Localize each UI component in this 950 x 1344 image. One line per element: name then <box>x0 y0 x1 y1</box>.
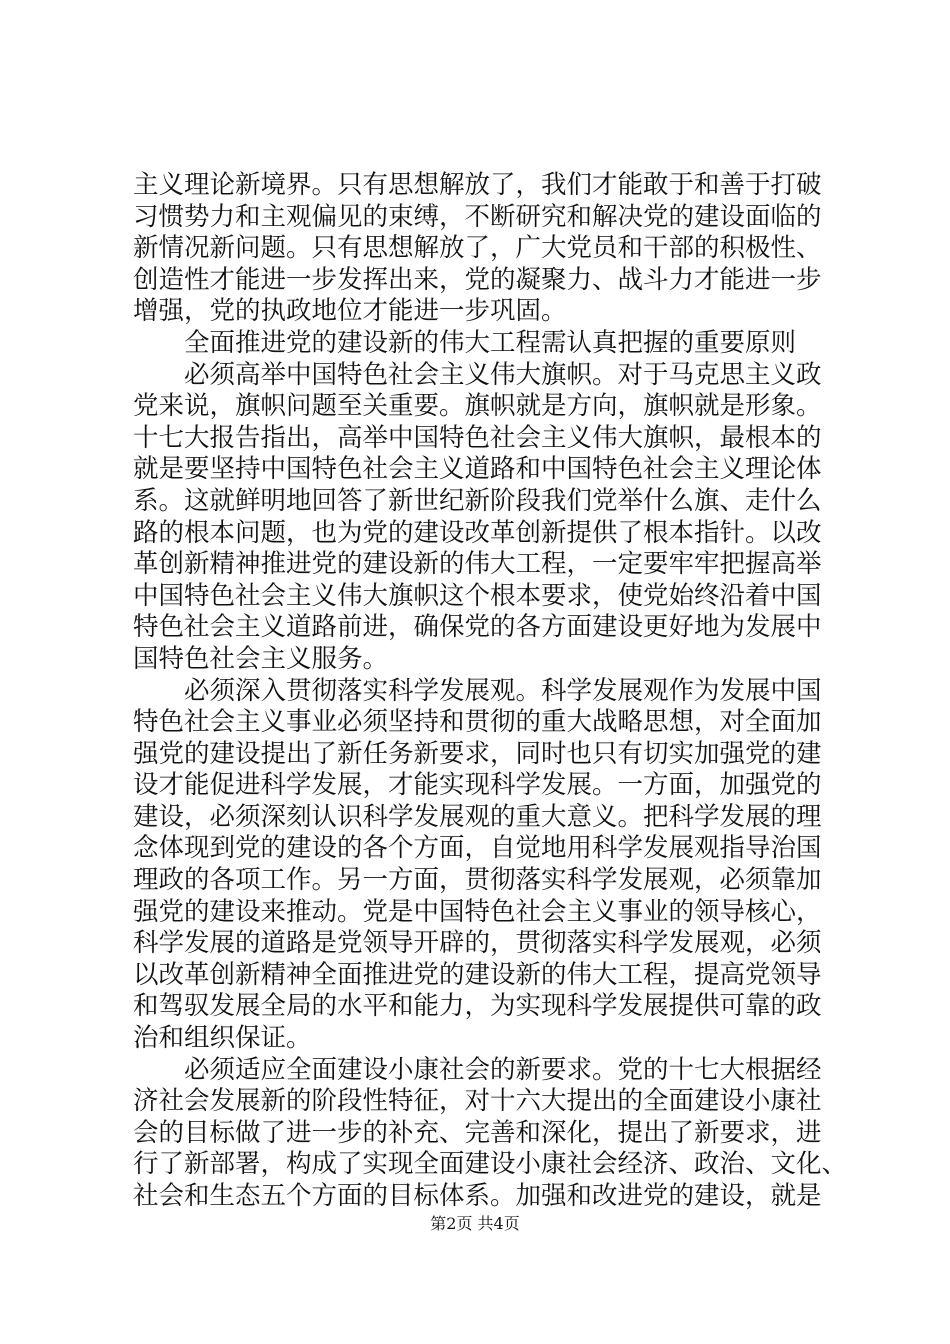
body-text <box>133 170 848 1213</box>
text-line: 强党的建设提出了新任务新要求，同时也只有切实加强党的建 <box>133 738 822 769</box>
text-line: 党来说，旗帜问题至关重要。旗帜就是方向，旗帜就是形象。 <box>133 391 822 422</box>
text-line: 中国特色社会主义伟大旗帜这个根本要求，使党始终沿着中国 <box>133 580 822 611</box>
text-line: 创造性才能进一步发挥出来，党的凝聚力、战斗力才能进一步 <box>133 264 822 295</box>
text-line: 特色社会主义道路前进，确保党的各方面建设更好地为发展中 <box>133 612 822 643</box>
text-line: 济社会发展新的阶段性特征，对十六大提出的全面建设小康社 <box>133 1086 822 1117</box>
text-line: 系。这就鲜明地回答了新世纪新阶段我们党举什么旗、走什么 <box>133 485 822 516</box>
text-line: 强党的建设来推动。党是中国特色社会主义事业的领导核心， <box>133 896 822 927</box>
text-line: 增强，党的执政地位才能进一步巩固。 <box>133 296 567 327</box>
text-line: 路的根本问题，也为党的建设改革创新提供了根本指针。以改 <box>133 517 822 548</box>
text-line: 革创新精神推进党的建设新的伟大工程，一定要牢牢把握高举 <box>133 549 822 580</box>
text-line: 科学发展的道路是党领导开辟的，贯彻落实科学发展观，必须 <box>133 928 822 959</box>
text-line: 治和组织保证。 <box>133 1023 312 1054</box>
text-line: 主义理论新境界。只有思想解放了，我们才能敢于和善于打破 <box>133 170 822 200</box>
text-line: 和驾驭发展全局的水平和能力，为实现科学发展提供可靠的政 <box>133 991 822 1022</box>
text-line: 国特色社会主义服务。 <box>133 643 389 674</box>
text-line: 会的目标做了进一步的补充、完善和深化，提出了新要求，进 <box>133 1117 822 1148</box>
text-line: 习惯势力和主观偏见的束缚，不断研究和解决党的建设面临的 <box>133 201 822 232</box>
text-line: 十七大报告指出，高举中国特色社会主义伟大旗帜，最根本的 <box>133 422 822 453</box>
page-footer: 第2页 共4页 <box>430 1214 520 1233</box>
text-line: 社会和生态五个方面的目标体系。加强和改进党的建设，就是 <box>133 1181 822 1211</box>
text-line: 行了新部署，构成了实现全面建设小康社会经济、政治、文化、 <box>133 1149 848 1180</box>
text-line: 设才能促进科学发展，才能实现科学发展。一方面，加强党的 <box>133 770 822 801</box>
paragraph-first-line: 必须适应全面建设小康社会的新要求。党的十七大根据经 <box>184 1054 822 1085</box>
text-line: 特色社会主义事业必须坚持和贯彻的重大战略思想，对全面加 <box>133 707 822 738</box>
text-line: 理政的各项工作。另一方面，贯彻落实科学发展观，必须靠加 <box>133 865 822 896</box>
section-heading: 全面推进党的建设新的伟大工程需认真把握的重要原则 <box>184 327 797 358</box>
text-line: 新情况新问题。只有思想解放了，广大党员和干部的积极性、 <box>133 233 822 264</box>
text-line: 念体现到党的建设的各个方面，自觉地用科学发展观指导治国 <box>133 833 822 864</box>
paragraph-first-line: 必须深入贯彻落实科学发展观。科学发展观作为发展中国 <box>184 675 822 706</box>
text-line: 就是要坚持中国特色社会主义道路和中国特色社会主义理论体 <box>133 454 822 485</box>
paragraph-first-line: 必须高举中国特色社会主义伟大旗帜。对于马克思主义政 <box>184 359 822 390</box>
text-line: 以改革创新精神全面推进党的建设新的伟大工程，提高党领导 <box>133 959 822 990</box>
text-line: 建设，必须深刻认识科学发展观的重大意义。把科学发展的理 <box>133 801 822 832</box>
